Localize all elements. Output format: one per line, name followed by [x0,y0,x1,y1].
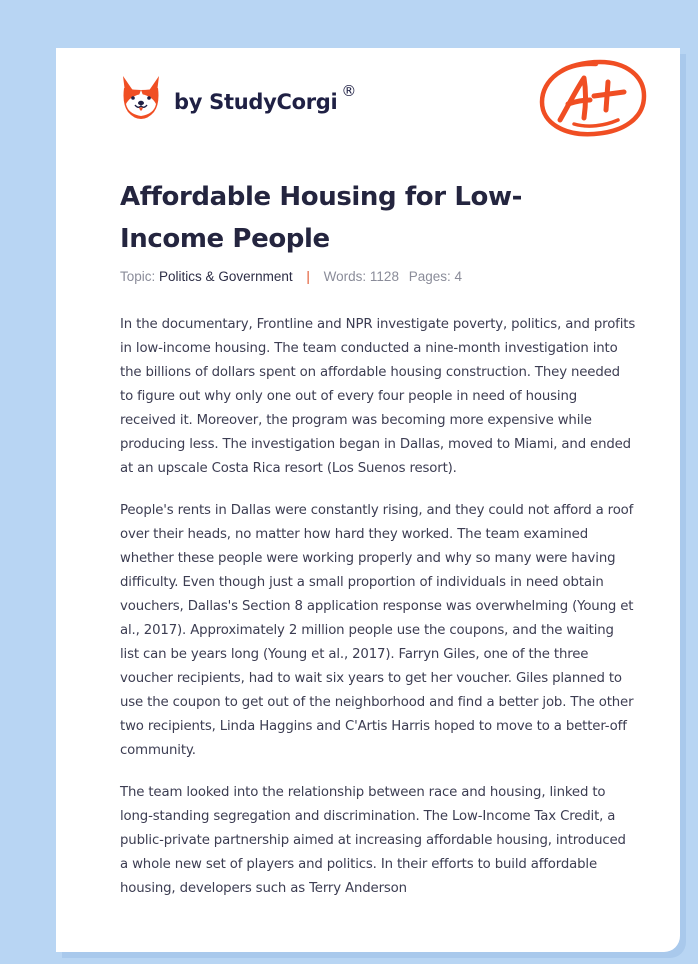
site-header [120,74,356,120]
topic-label: Topic: [120,269,156,284]
a-plus-grade-icon [538,58,650,140]
article-body [120,313,636,919]
meta-separator: | [306,269,310,284]
document-card [56,48,680,952]
word-count: Words: 1128 [323,269,399,284]
paragraph: In the documentary, Frontline and NPR investigate poverty, politics, and profits in low-income housing. The team conducted a nine-month investigation into the billions of dollars spent on affordable housing construction. They needed to figure out why only one out of every four people in need of housing received it. Moreover, the program was becoming more expensive while producing less. The investigation began in Dallas, moved to Miami, and ended at an upscale Costa Rica resort (Los Suenos resort). [120,317,636,476]
corgi-logo-icon[interactable] [120,74,162,120]
article-title: Affordable Housing for Low-Income People [120,182,522,254]
paragraph: People's rents in Dallas were constantly rising, and they could not afford a roof over their heads, no matter how hard they worked. The team examined whether these people were working properly and why so many were having difficulty. Even though just a small proportion of individuals in need obtain vouchers, Dallas's Section 8 application response was overwhelming (Young et al., 2017). Approximately 2 million people use the coupons, and the waiting list can be years long (Young et al., 2017). Farryn Giles, one of the three voucher recipients, had to wait six years to get her voucher. Giles planned to use the coupon to get out of the neighborhood and find a better job. The other two recipients, Linda Haggins and C'Artis Harris hoped to move to a better-off community. [120,503,634,758]
brand-name[interactable]: by StudyCorgi [174,90,338,114]
topic-link[interactable]: Politics & Government [159,269,293,284]
page-count: Pages: 4 [408,269,463,284]
paragraph: The team looked into the relationship between race and housing, linked to long-standing segregation and discrimination. The Low-Income Tax Credit, a public-private partnership aimed at increasing affordable housing, introduced a whole new set of players and politics. In their efforts to build affordable housing, developers such as Terry Anderson [120,785,626,896]
registered-mark: ® [341,82,357,100]
article-meta [120,269,462,284]
